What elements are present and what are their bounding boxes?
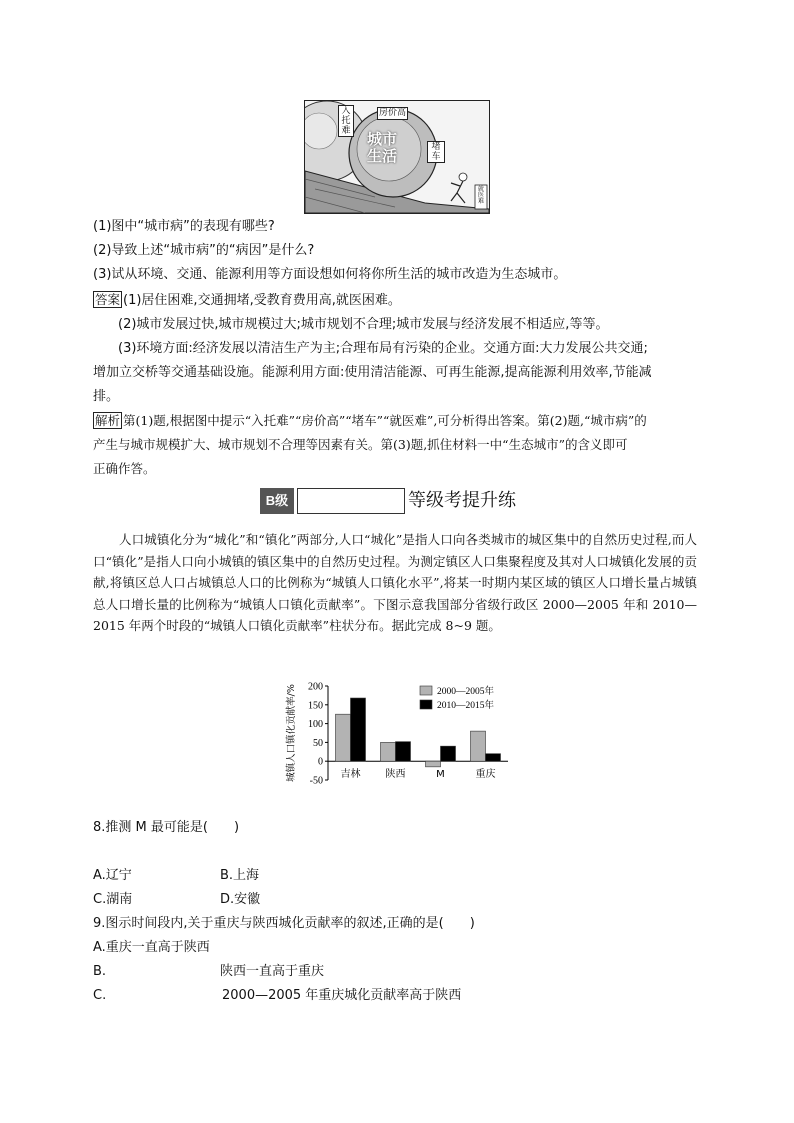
x-tick-label: M [436,769,445,781]
legend-label: 2010—2015年 [437,701,495,711]
answer-line-4: 增加立交桥等交通基础设施。能源利用方面:使用清洁能源、可再生能源,提高能源利用效率,节能减 [93,365,652,380]
explanation-line-1 [93,412,647,430]
q9-option-b-text[interactable]: 陕西一直高于重庆 [220,964,325,979]
bar-chart [282,678,522,790]
q8-option-c[interactable]: C.湖南 [93,892,133,907]
bar-a [471,731,486,761]
question-3: (3)试从环境、交通、能源利用等方面设想如何将你所生活的城市改造为生态城市。 [93,267,567,282]
bar-chart-svg [282,678,522,790]
y-tick-label: 0 [318,756,323,768]
city-disease-cartoon [304,100,490,214]
bar-b [351,698,366,761]
question-2: (2)导致上述“城市病”的“病因”是什么? [93,243,315,258]
cartoon-label-traffic: 堵车 [427,141,445,163]
y-tick-label: 100 [308,719,323,731]
bar-b [486,754,501,762]
answer-text-1: (1)居住困难,交通拥堵,受教育费用高,就医困难。 [123,293,401,308]
y-axis-label: 城镇人口镇化贡献率/% [286,684,297,782]
x-tick-label: 陕西 [385,769,406,781]
cartoon-label-hospital: 就医难 [477,186,484,205]
q9-option-a[interactable]: A.重庆一直高于陕西 [93,940,210,955]
explanation-tag: 解析 [95,413,121,428]
cartoon-label-city-life: 城市生活 [367,130,398,165]
material-paragraph: 人口城镇化分为“城化”和“镇化”两部分,人口“城化”是指人口向各类城市的城区集中的自然历史过程,而人口“镇化”是指人口向小城镇的镇区集中的自然历史过程。为测定镇区人口集聚程度及其对人口城镇化发展的贡献,将镇区总人口占城镇总人口的比例称为“城镇人口镇化水平”,将某一时期内某区域的镇区人口增长量占城镇总人口增长量的比例称为“城镇人口镇化贡献率”。下图示意我国部分省级行政区 2000—2005 年和 2010—2015 年两个时段的“城镇人口镇化贡献率”柱状分布。据此完成 8~9 题。 [93,532,697,633]
answer-tag: 答案 [95,292,121,307]
explanation-line-2: 产生与城市规模扩大、城市规划不合理等因素有关。第(3)题,抓住材料一中“生态城市”的含义即可 [93,437,628,452]
q9-option-c-letter[interactable]: C. [93,988,107,1003]
answer-line-1 [93,291,401,310]
q8-option-a[interactable]: A.辽宁 [93,868,132,883]
answer-line-2: (2)城市发展过快,城市规模过大;城市规划不合理;城市发展与经济发展不相适应,等等。 [118,317,609,332]
legend-label: 2000—2005年 [437,687,495,697]
y-tick-label: 200 [308,681,323,693]
q9-option-c-text[interactable]: 2000—2005 年重庆城化贡献率高于陕西 [222,988,462,1003]
question-9-stem: 9.图示时间段内,关于重庆与陕西城化贡献率的叙述,正确的是( ) [93,916,475,931]
section-level-badge: B级 [260,488,294,514]
x-tick-label: 吉林 [340,769,361,781]
q9-option-b-letter[interactable]: B. [93,964,107,979]
legend-swatch [420,686,432,695]
explanation-text-1: 第(1)题,根据图中提示“入托难”“房价高”“堵车”“就医难”,可分析得出答案。第(2)题,“城市病”的 [123,413,647,428]
y-tick-label: 150 [308,700,323,712]
y-tick-label: -50 [309,775,323,787]
legend-swatch [420,700,432,709]
q8-option-b[interactable]: B.上海 [220,868,260,883]
bar-a [426,761,441,767]
bar-b [441,746,456,761]
answer-line-3: (3)环境方面:经济发展以清洁生产为主;合理布局有污染的企业。交通方面:大力发展公共交通; [118,341,648,356]
bar-a [381,742,396,761]
explanation-line-3: 正确作答。 [93,461,156,476]
section-title: 等级考提升练 [408,490,516,511]
bar-a [336,714,351,761]
question-8-stem: 8.推测 M 最可能是( ) [93,820,240,835]
section-blank-box [297,488,405,514]
y-tick-label: 50 [313,737,323,749]
q8-option-d[interactable]: D.安徽 [220,892,261,907]
x-tick-label: 重庆 [475,769,496,781]
answer-line-5: 排。 [93,389,120,404]
cartoon-label-housing: 房价高 [379,108,407,118]
cartoon-label-kindergarten: 入托难 [338,105,354,137]
question-1: (1)图中“城市病”的表现有哪些? [93,219,275,234]
bar-b [396,742,411,762]
